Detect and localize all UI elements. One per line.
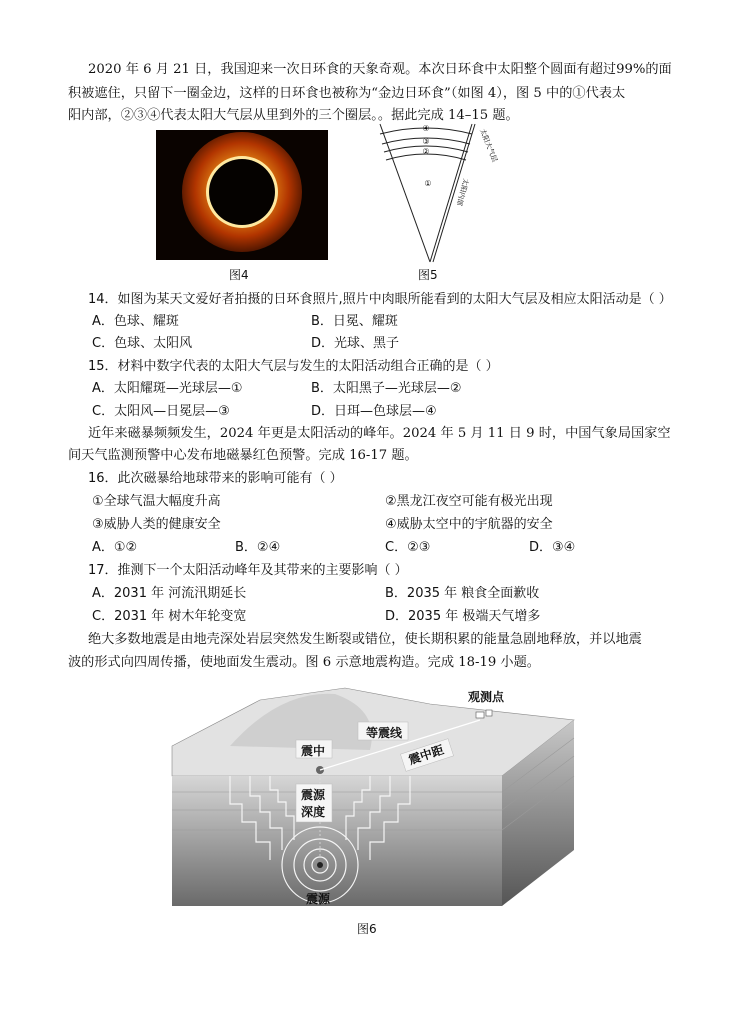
passage2-line2: 间天气监测预警中心发布地磁暴红色预警。完成 16-17 题。 — [68, 448, 418, 463]
observation-point-label: 观测点 — [468, 690, 505, 704]
q14-option-c[interactable]: C．色球、太阳风 — [92, 336, 193, 351]
q17-option-a[interactable]: A．2031 年 河流汛期延长 — [92, 586, 247, 601]
q17-option-b[interactable]: B．2035 年 粮食全面歉收 — [385, 586, 540, 601]
q16-option-c[interactable]: C．②③ — [385, 540, 431, 555]
q14-option-b[interactable]: B．日冕、耀斑 — [311, 314, 398, 329]
layer-label-3: ③ — [422, 137, 430, 146]
epicentral-distance-label: 震中距 — [406, 742, 446, 768]
layer-label-4: ④ — [422, 124, 430, 133]
layer-label-2: ② — [422, 147, 430, 156]
fig4-caption: 图4 — [229, 268, 249, 282]
q17-option-d[interactable]: D．2035 年 极端天气增多 — [385, 609, 541, 624]
q16-statement-3: ③威胁人类的健康安全 — [92, 517, 221, 532]
annular-eclipse-photo — [156, 130, 328, 260]
earthquake-structure-diagram — [170, 680, 580, 910]
passage1-line2: 积被遮住，只留下一圈金边，这样的日环食也被称为“金边日环食”（如图 4），图 5 中的①代表太 — [68, 86, 626, 101]
passage1-line3: 阳内部，②③④代表太阳大气层从里到外的三个圈层。。据此完成 14–15 题。 — [68, 108, 519, 123]
q16-option-b[interactable]: B．②④ — [235, 540, 281, 555]
isoseismal-label: 等震线 — [366, 726, 403, 740]
atmosphere-label: 太阳大气层 — [478, 127, 499, 164]
fig5-caption: 图5 — [418, 268, 438, 282]
q15-stem: 15．材料中数字代表的太阳大气层与发生的太阳活动组合正确的是（ ） — [88, 359, 499, 374]
passage1-line1: 2020 年 6 月 21 日，我国迎来一次日环食的天象奇观。本次日环食中太阳整个圆面有超过99%的面 — [88, 62, 672, 77]
layer-label-1: ① — [424, 179, 432, 188]
fig6-caption: 图6 — [357, 922, 377, 936]
q14-stem: 14．如图为某天文爱好者拍摄的日环食照片,照片中肉眼所能看到的太阳大气层及相应太阳活动是（ ） — [88, 292, 672, 307]
q15-option-c[interactable]: C．太阳风—日冕层—③ — [92, 404, 230, 419]
q15-option-b[interactable]: B．太阳黑子—光球层—② — [311, 381, 462, 396]
focal-depth-label-2: 深度 — [301, 805, 326, 819]
sun-layers-diagram — [372, 120, 512, 270]
q17-option-c[interactable]: C．2031 年 树木年轮变宽 — [92, 609, 247, 624]
epicenter-label: 震中 — [301, 744, 326, 758]
q15-option-d[interactable]: D．日珥—色球层—④ — [311, 404, 437, 419]
passage3-line1: 绝大多数地震是由地壳深处岩层突然发生断裂或错位，使长期积累的能量急剧地释放，并以地震 — [88, 632, 642, 647]
passage2-line1: 近年来磁暴频频发生，2024 年更是太阳活动的峰年。2024 年 5 月 11 日 9 时，中国气象局国家空 — [88, 426, 671, 441]
q16-statement-4: ④威胁太空中的宇航器的安全 — [385, 517, 553, 532]
q16-option-a[interactable]: A．①② — [92, 540, 138, 555]
q17-stem: 17．推测下一个太阳活动峰年及其带来的主要影响（ ） — [88, 563, 408, 578]
q14-option-a[interactable]: A．色球、耀斑 — [92, 314, 179, 329]
focal-depth-label-1: 震源 — [301, 788, 326, 802]
q15-option-a[interactable]: A．太阳耀斑—光球层—① — [92, 381, 243, 396]
focus-label: 震源 — [306, 892, 331, 906]
q16-stem: 16．此次磁暴给地球带来的影响可能有（ ） — [88, 471, 343, 486]
passage3-line2: 波的形式向四周传播，使地面发生震动。图 6 示意地震构造。完成 18-19 小题。 — [68, 655, 540, 670]
q16-statement-1: ①全球气温大幅度升高 — [92, 494, 221, 509]
interior-label: 太阳内部 — [454, 177, 470, 207]
q16-statement-2: ②黑龙江夜空可能有极光出现 — [385, 494, 553, 509]
q16-option-d[interactable]: D．③④ — [529, 540, 576, 555]
q14-option-d[interactable]: D．光球、黑子 — [311, 336, 400, 351]
